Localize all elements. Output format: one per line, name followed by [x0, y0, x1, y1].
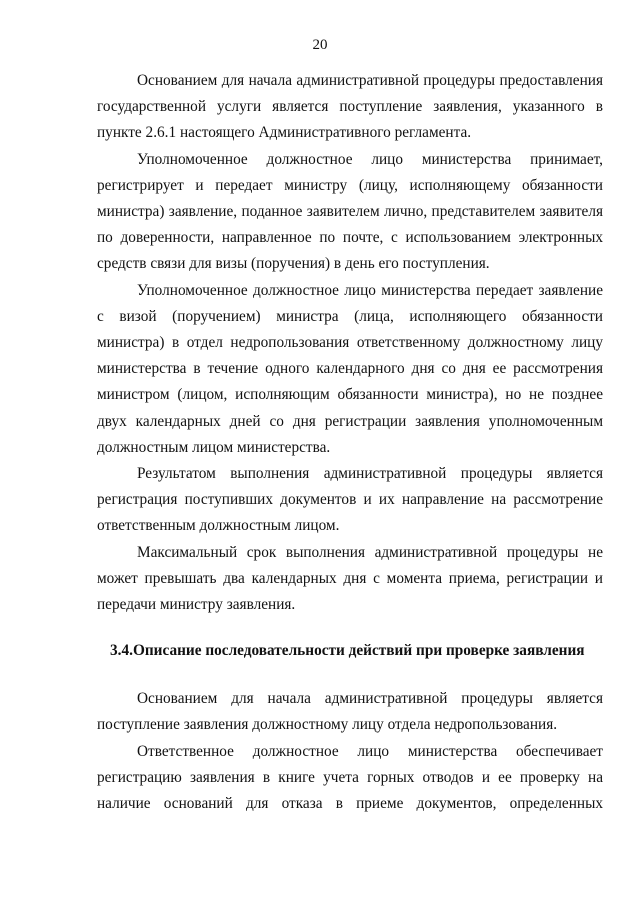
document-body — [97, 68, 603, 817]
paragraph: Уполномоченное должностное лицо министерства принимает, регистрирует и передает министру (лицу, исполняющему обязанности министра) заявление, поданное заявителем лично, представителем заявителя по доверенности, направленное по почте, с использованием электронных средств связи для визы (поручения) в день его поступления. — [97, 150, 603, 273]
page-number: 20 — [312, 37, 328, 53]
paragraph: Максимальный срок выполнения административной процедуры не может превышать два календарных дня с момента приема, регистрации и передачи министру заявления. — [97, 543, 603, 614]
paragraph: Основанием для начала административной процедуры предоставления государственной услуги является поступление заявления, указанного в пункте 2.6.1 настоящего Административного регламента. — [97, 72, 603, 142]
paragraph: Результатом выполнения административной процедуры является регистрация поступивших документов и их направление на рассмотрение ответственным должностным лицом. — [97, 465, 603, 535]
section-heading: 3.4.Описание последовательности действий при проверке заявления — [110, 642, 585, 660]
paragraph: Основанием для начала административной процедуры является поступление заявления должностному лицу отдела недропользования. — [97, 690, 603, 734]
paragraph: Уполномоченное должностное лицо министерства передает заявление с визой (поручением) министра (лица, исполняющего обязанности министра) в отдел недропользования ответственному должностному лицу министерства в течение одного календарного дня со дня ее рассмотрения министром (лицом, исполняющим обязанности министра), но не позднее двух календарных дней со дня регистрации заявления уполномоченным должностным лицом министерства. — [97, 281, 603, 456]
paragraph: Ответственное должностное лицо министерства обеспечивает регистрацию заявления в книге учета горных отводов и ее проверку на наличие оснований для отказа в приеме документов, определенных — [97, 742, 603, 813]
